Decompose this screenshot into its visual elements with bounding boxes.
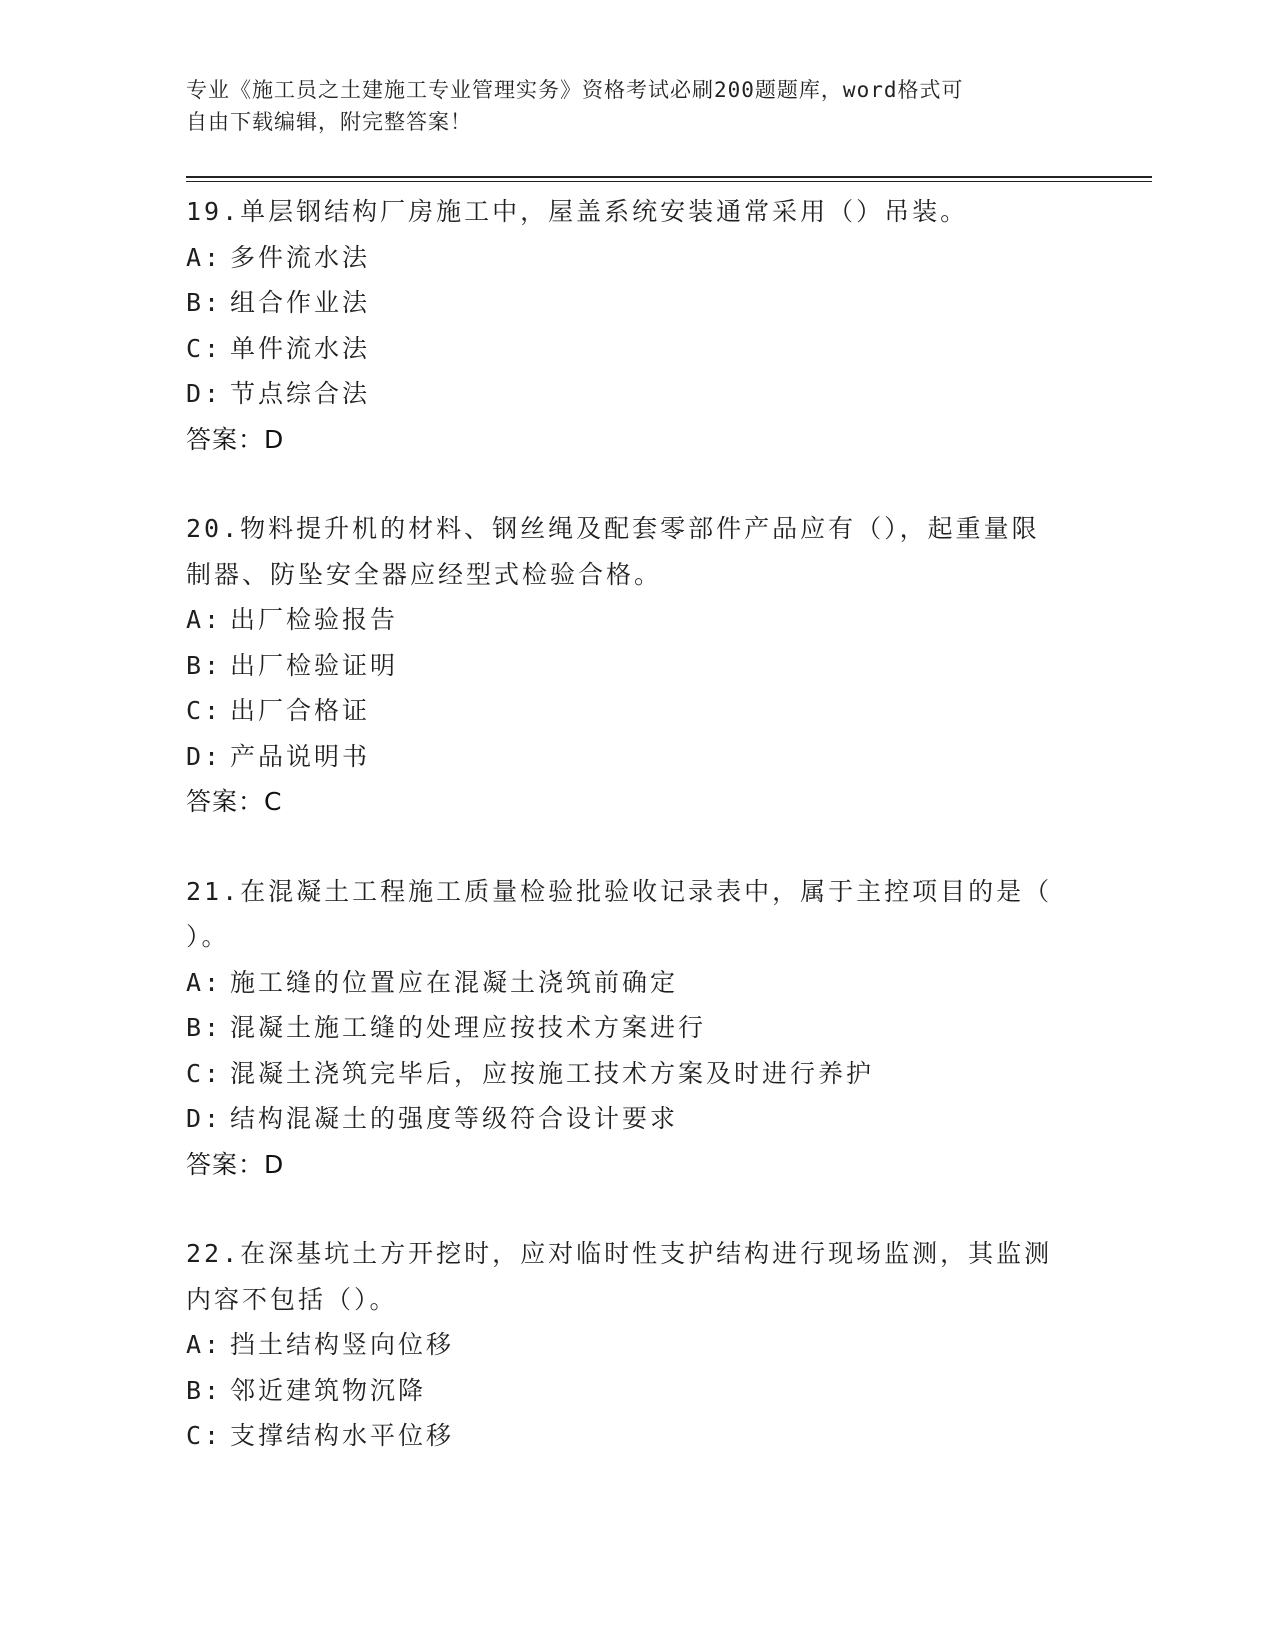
answer-line: 答案：D <box>186 1149 285 1179</box>
option-text: 邻近建筑物沉降 <box>230 1375 427 1405</box>
question-stem <box>186 506 1086 597</box>
option-b <box>186 643 1086 689</box>
option-letter: C: <box>186 1421 223 1450</box>
option-text: 结构混凝土的强度等级符合设计要求 <box>230 1104 679 1133</box>
option-text: 混凝土施工缝的处理应按技术方案进行 <box>230 1013 707 1042</box>
option-letter: D: <box>186 741 223 771</box>
question-item <box>186 1231 1086 1459</box>
option-d <box>186 371 1086 417</box>
question-stem <box>186 869 1086 960</box>
option-d <box>186 1096 1086 1142</box>
option-text: 混凝土浇筑完毕后，应按施工技术方案及时进行养护 <box>230 1058 875 1088</box>
option-b <box>186 280 1086 326</box>
option-c <box>186 1051 1086 1097</box>
option-letter: A: <box>186 967 223 997</box>
question-stem-line: 内容不包括（）。 <box>186 1284 398 1314</box>
question-stem-line: 20.物料提升机的材料、钢丝绳及配套零部件产品应有（），起重量限 <box>186 514 1040 543</box>
option-a <box>186 1322 1086 1368</box>
question-item <box>186 869 1086 1188</box>
option-letter: A: <box>186 605 223 634</box>
header-line-2: 自由下载编辑，附完整答案！ <box>186 110 472 134</box>
option-b <box>186 1368 1086 1414</box>
question-stem-line: 22.在深基坑土方开挖时，应对临时性支护结构进行现场监测，其监测 <box>186 1239 1053 1268</box>
option-a <box>186 960 1086 1006</box>
header-line-1: 专业《施工员之土建施工专业管理实务》资格考试必刷200题题库，word格式可 <box>186 78 964 102</box>
answer-line: 答案：D <box>186 424 285 454</box>
question-stem-line: 制器、防坠安全器应经型式检验合格。 <box>186 559 663 589</box>
question-item <box>186 189 1086 462</box>
header-divider-thin <box>186 181 1152 182</box>
question-list <box>186 189 1086 1503</box>
option-text: 出厂检验证明 <box>230 650 399 680</box>
option-c <box>186 326 1086 372</box>
option-letter: B: <box>186 650 223 680</box>
option-text: 出厂合格证 <box>230 696 371 725</box>
option-text: 单件流水法 <box>230 333 371 363</box>
question-stem-line: 21.在混凝土工程施工质量检验批验收记录表中，属于主控项目的是（ <box>186 876 1053 906</box>
option-text: 挡土结构竖向位移 <box>230 1330 455 1359</box>
option-letter: D: <box>186 1104 223 1133</box>
question-stem <box>186 1231 1086 1322</box>
option-d <box>186 734 1086 780</box>
answer-line: 答案：C <box>186 787 283 816</box>
option-text: 节点综合法 <box>230 379 371 408</box>
option-letter: D: <box>186 379 223 408</box>
option-text: 施工缝的位置应在混凝土浇筑前确定 <box>230 967 679 997</box>
question-stem-line: 19.单层钢结构厂房施工中，屋盖系统安装通常采用（）吊装。 <box>186 197 969 226</box>
option-letter: C: <box>186 333 223 363</box>
option-letter: A: <box>186 1330 223 1359</box>
document-header <box>186 74 1086 138</box>
option-a <box>186 597 1086 643</box>
option-text: 出厂检验报告 <box>230 605 399 634</box>
option-letter: C: <box>186 696 223 725</box>
option-text: 产品说明书 <box>230 741 371 771</box>
option-c <box>186 1413 1086 1459</box>
question-item <box>186 506 1086 825</box>
question-stem-line: ）。 <box>186 922 230 951</box>
option-letter: C: <box>186 1058 223 1088</box>
option-text: 支撑结构水平位移 <box>230 1421 455 1450</box>
option-text: 组合作业法 <box>230 288 371 317</box>
option-letter: B: <box>186 288 223 317</box>
option-c <box>186 688 1086 734</box>
option-a <box>186 235 1086 281</box>
option-letter: A: <box>186 242 223 272</box>
option-letter: B: <box>186 1013 223 1042</box>
header-divider-thick <box>186 176 1152 178</box>
question-stem <box>186 189 1086 235</box>
option-b <box>186 1005 1086 1051</box>
option-text: 多件流水法 <box>230 242 371 272</box>
option-letter: B: <box>186 1375 223 1405</box>
